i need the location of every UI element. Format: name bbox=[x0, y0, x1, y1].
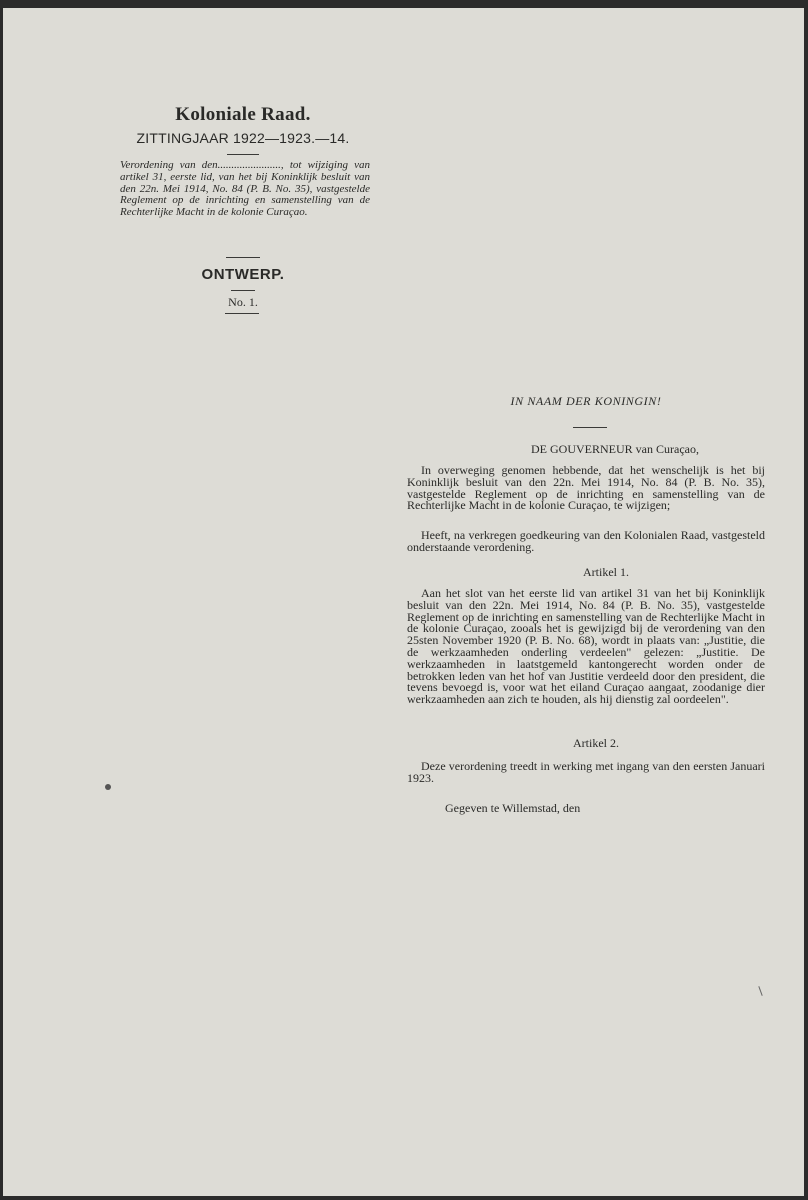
draft-label: ONTWERP. bbox=[201, 266, 285, 283]
pencil-mark bbox=[758, 986, 762, 996]
document-page bbox=[3, 8, 804, 1196]
paragraph-enactment: Heeft, na verkregen goedkeuring van den Kolonialen Raad, vastgesteld onderstaande verordening. bbox=[407, 528, 765, 554]
draft-number: No. 1. bbox=[228, 295, 258, 309]
article-2-heading: Artikel 2. bbox=[573, 736, 619, 750]
signature-line: Gegeven te Willemstad, den bbox=[445, 801, 581, 815]
article-2-text: Deze verordening treedt in werking met ingang van den eersten Januari 1923. bbox=[407, 759, 765, 785]
divider bbox=[573, 427, 607, 428]
paragraph-considerans: In overweging genomen hebbende, dat het wenschelijk is het bij Koninklijk besluit van den 22n. Mei 1914, No. 84 (P. B. No. 35), vastgestelde Reglement op de inrichting en samenstelling van de Rechterlijke Macht in de kolonie Curaçao, te wijzigen; bbox=[407, 463, 765, 513]
divider bbox=[231, 290, 255, 291]
invocation: IN NAAM DER KONINGIN! bbox=[510, 394, 662, 408]
governor-heading: DE GOUVERNEUR van Curaçao, bbox=[531, 442, 699, 456]
punch-mark bbox=[105, 784, 111, 790]
session-year: ZITTINGJAAR 1922—1923.—14. bbox=[136, 130, 350, 146]
ordinance-summary: Verordening van den......................., tot wijziging van artikel 31, eerste lid, van het bij Koninklijk besluit van den 22n. Mei 1914, No. 84 (P. B. No. 35), vastgestelde Reglement op de inrichting en samenstelling van de Rechterlijke Macht in de kolonie Curaçao. bbox=[120, 159, 370, 219]
article-1-text: Aan het slot van het eerste lid van artikel 31 van het bij Koninklijk besluit van den 22n. Mei 1914, No. 84 (P. B. No. 35), vastgestelde Reglement op de inrichting en samenstelling van de Rechterlijke Macht in de kolonie Curaçao, zooals het is gewijzigd bij de verordening van den 25sten November 1920 (P. B. No. 68), wordt in plaats van: „Justitie, die de werkzaamheden onderling verdeelen" gelezen: „Justitie. De werkzaamheden in laatstgemeld kantongerecht worden onder de betrokken leden van het hof van Justitie verdeeld door den president, die tevens bevoegd is, voor wat het eiland Curaçao aangaat, zoodanige dier werkzaamheden aan zich te houden, als hij dienstig zal oordeelen". bbox=[407, 586, 765, 707]
divider bbox=[226, 257, 260, 258]
article-1-heading: Artikel 1. bbox=[583, 565, 629, 579]
document-title: Koloniale Raad. bbox=[175, 104, 311, 125]
divider bbox=[227, 154, 259, 155]
divider bbox=[225, 313, 259, 314]
